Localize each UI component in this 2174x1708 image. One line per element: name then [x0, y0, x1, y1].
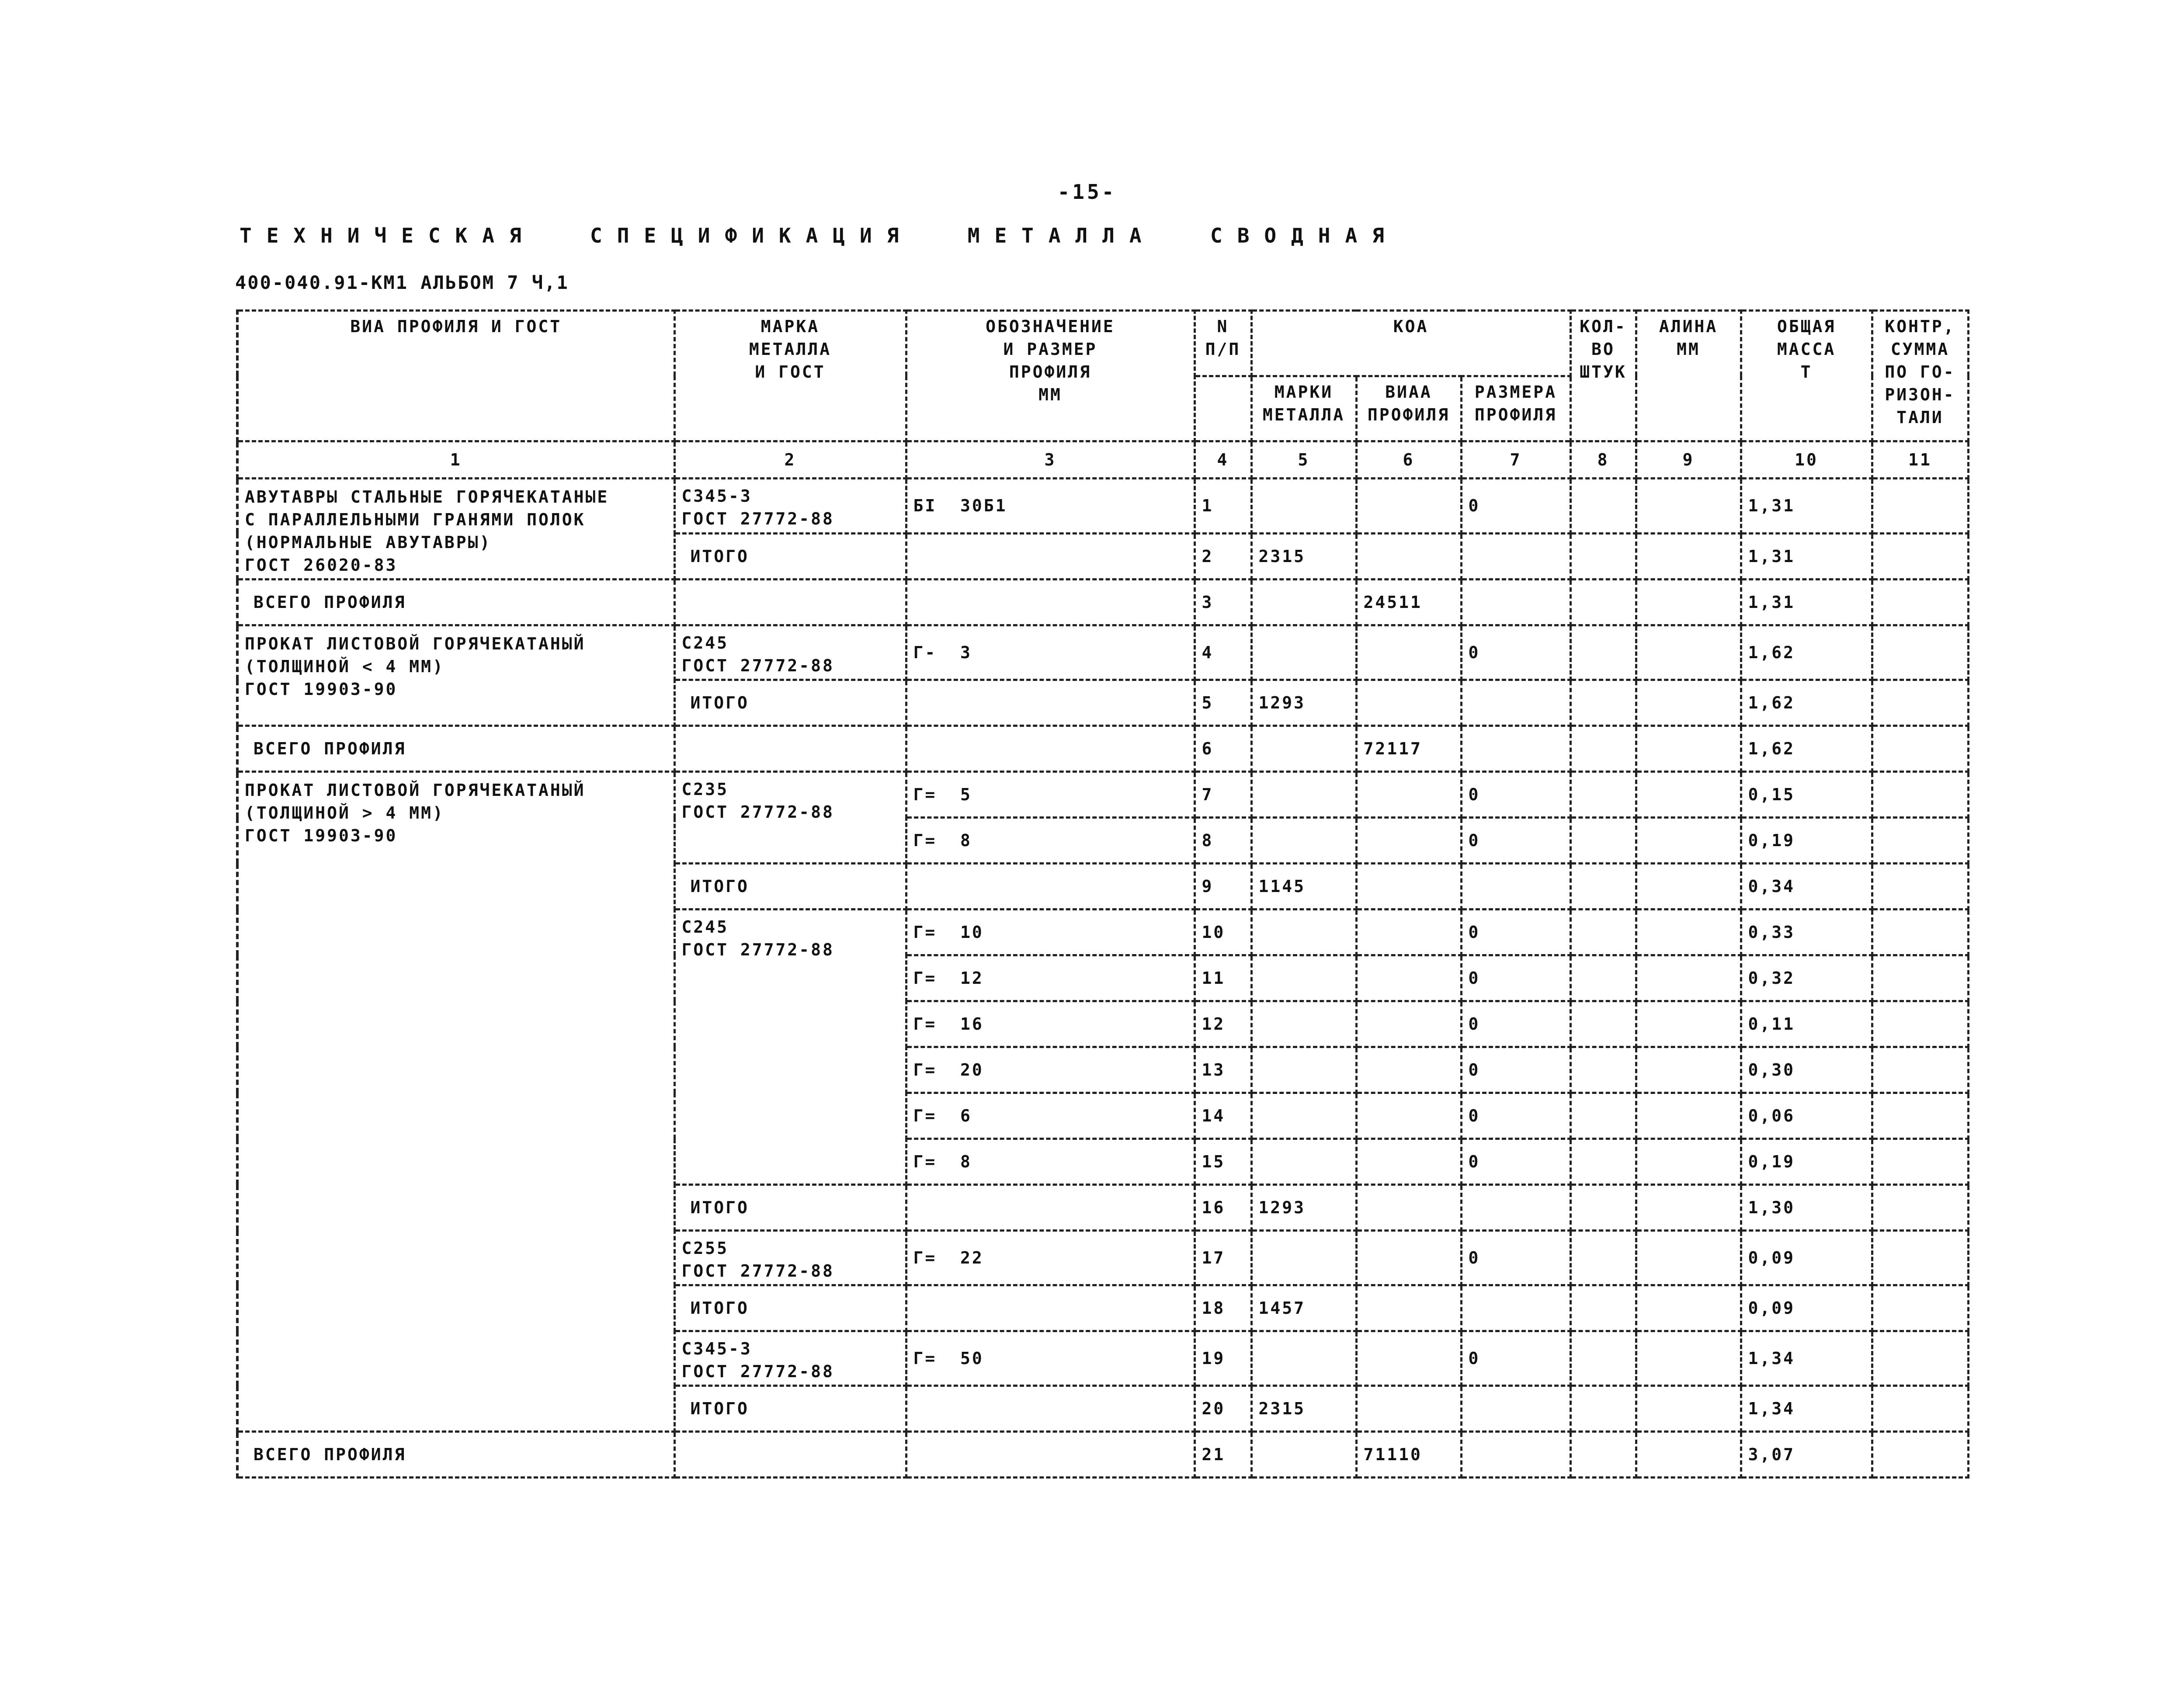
- length-cell: [1636, 1331, 1741, 1386]
- document-title: ТЕХНИЧЕСКАЯ СПЕЦИФИКАЦИЯ МЕТАЛЛА СВОДНАЯ: [240, 224, 1399, 247]
- profile-size-cell: Г= 8: [906, 1139, 1195, 1185]
- total-mass-cell: 0,34: [1741, 864, 1872, 910]
- header-total-mass: ОБЩАЯ МАССА Т: [1741, 311, 1872, 441]
- metal-code-cell: 1293: [1251, 1185, 1356, 1231]
- profile-type-code-cell: [1356, 1386, 1461, 1432]
- column-number-row: [237, 441, 1968, 479]
- column-number: 3: [906, 441, 1195, 479]
- metal-code-cell: 1145: [1251, 864, 1356, 910]
- profile-size-cell: [906, 1432, 1195, 1478]
- profile-type-code-cell: [1356, 1185, 1461, 1231]
- item-number-cell: 2: [1195, 533, 1251, 579]
- profile-size-code-cell: 0: [1461, 818, 1570, 864]
- quantity-cell: [1570, 1047, 1636, 1093]
- subtotal-label: ИТОГО: [674, 864, 906, 910]
- document-code: 400-040.91-КМ1 АЛЬБОМ 7 Ч,1: [235, 272, 569, 293]
- metal-code-cell: [1251, 625, 1356, 680]
- profile-type-code-cell: 71110: [1356, 1432, 1461, 1478]
- metal-code-cell: [1251, 772, 1356, 818]
- metal-code-cell: [1251, 910, 1356, 955]
- column-number: 7: [1461, 441, 1570, 479]
- profile-type-code-cell: [1356, 910, 1461, 955]
- profile-size-code-cell: [1461, 1285, 1570, 1331]
- table-header-row: [237, 311, 1968, 376]
- metal-grade-cell: С255 ГОСТ 27772-88: [674, 1231, 906, 1285]
- quantity-cell: [1570, 955, 1636, 1001]
- profile-size-cell: [906, 1285, 1195, 1331]
- profile-type-code-cell: [1356, 1093, 1461, 1139]
- profile-total-label: ВСЕГО ПРОФИЛЯ: [237, 1432, 674, 1478]
- profile-type-code-cell: [1356, 533, 1461, 579]
- total-mass-cell: 1,62: [1741, 726, 1872, 772]
- profile-size-cell: Г= 8: [906, 818, 1195, 864]
- profile-size-code-cell: [1461, 726, 1570, 772]
- profile-size-cell: Г= 50: [906, 1331, 1195, 1386]
- length-cell: [1636, 1139, 1741, 1185]
- specification-sheet: [236, 309, 1967, 1500]
- control-sum-cell: [1872, 955, 1968, 1001]
- metal-grade-cell: С245 ГОСТ 27772-88: [674, 910, 906, 1185]
- header-item-number-blank: [1195, 376, 1251, 441]
- subtotal-label: ИТОГО: [674, 1386, 906, 1432]
- profile-size-cell: БI 30Б1: [906, 479, 1195, 534]
- quantity-cell: [1570, 680, 1636, 726]
- quantity-cell: [1570, 726, 1636, 772]
- control-sum-cell: [1872, 1047, 1968, 1093]
- total-mass-cell: 1,34: [1741, 1386, 1872, 1432]
- metal-code-cell: 1293: [1251, 680, 1356, 726]
- total-mass-cell: 0,06: [1741, 1093, 1872, 1139]
- profile-type-code-cell: [1356, 772, 1461, 818]
- quantity-cell: [1570, 533, 1636, 579]
- metal-grade-cell: С235 ГОСТ 27772-88: [674, 772, 906, 864]
- profile-size-cell: [906, 864, 1195, 910]
- item-number-cell: 13: [1195, 1047, 1251, 1093]
- quantity-cell: [1570, 1331, 1636, 1386]
- control-sum-cell: [1872, 680, 1968, 726]
- control-sum-cell: [1872, 1231, 1968, 1285]
- length-cell: [1636, 864, 1741, 910]
- length-cell: [1636, 1386, 1741, 1432]
- profile-size-code-cell: 0: [1461, 479, 1570, 534]
- total-mass-cell: 1,31: [1741, 533, 1872, 579]
- profile-type-code-cell: 24511: [1356, 580, 1461, 625]
- control-sum-cell: [1872, 1185, 1968, 1231]
- metal-grade-cell: С345-3 ГОСТ 27772-88: [674, 1331, 906, 1386]
- length-cell: [1636, 955, 1741, 1001]
- quantity-cell: [1570, 1185, 1636, 1231]
- profile-size-code-cell: 0: [1461, 1047, 1570, 1093]
- table-row: [237, 1432, 1968, 1478]
- metal-grade-cell: С245 ГОСТ 27772-88: [674, 625, 906, 680]
- header-quantity: КОЛ- ВО ШТУК: [1570, 311, 1636, 441]
- metal-code-cell: [1251, 1139, 1356, 1185]
- column-number: 6: [1356, 441, 1461, 479]
- item-number-cell: 10: [1195, 910, 1251, 955]
- quantity-cell: [1570, 772, 1636, 818]
- item-number-cell: 9: [1195, 864, 1251, 910]
- profile-size-code-cell: 0: [1461, 1331, 1570, 1386]
- length-cell: [1636, 910, 1741, 955]
- metal-code-cell: [1251, 580, 1356, 625]
- item-number-cell: 19: [1195, 1331, 1251, 1386]
- column-number: 4: [1195, 441, 1251, 479]
- metal-grade-cell: С345-3 ГОСТ 27772-88: [674, 479, 906, 534]
- total-mass-cell: 0,11: [1741, 1001, 1872, 1047]
- item-number-cell: 12: [1195, 1001, 1251, 1047]
- profile-size-code-cell: 0: [1461, 955, 1570, 1001]
- item-number-cell: 18: [1195, 1285, 1251, 1331]
- metal-code-cell: 2315: [1251, 533, 1356, 579]
- item-number-cell: 16: [1195, 1185, 1251, 1231]
- total-mass-cell: 1,30: [1741, 1185, 1872, 1231]
- metal-code-cell: 1457: [1251, 1285, 1356, 1331]
- control-sum-cell: [1872, 625, 1968, 680]
- profile-size-code-cell: [1461, 864, 1570, 910]
- length-cell: [1636, 1185, 1741, 1231]
- control-sum-cell: [1872, 1139, 1968, 1185]
- metal-code-cell: 2315: [1251, 1386, 1356, 1432]
- profile-size-code-cell: [1461, 533, 1570, 579]
- profile-size-cell: Г- 3: [906, 625, 1195, 680]
- length-cell: [1636, 726, 1741, 772]
- length-cell: [1636, 1001, 1741, 1047]
- total-mass-cell: 1,31: [1741, 580, 1872, 625]
- item-number-cell: 6: [1195, 726, 1251, 772]
- total-mass-cell: 1,62: [1741, 625, 1872, 680]
- metal-code-cell: [1251, 818, 1356, 864]
- quantity-cell: [1570, 479, 1636, 534]
- quantity-cell: [1570, 1001, 1636, 1047]
- metal-code-cell: [1251, 955, 1356, 1001]
- quantity-cell: [1570, 1386, 1636, 1432]
- header-control-sum: КОНТР, СУММА ПО ГО- РИЗОН- ТАЛИ: [1872, 311, 1968, 441]
- profile-size-code-cell: [1461, 1432, 1570, 1478]
- header-code-profile-type: ВИАА ПРОФИЛЯ: [1356, 376, 1461, 441]
- profile-size-code-cell: [1461, 1386, 1570, 1432]
- length-cell: [1636, 818, 1741, 864]
- profile-size-cell: [906, 1386, 1195, 1432]
- control-sum-cell: [1872, 1093, 1968, 1139]
- column-number: 9: [1636, 441, 1741, 479]
- column-number: 1: [237, 441, 674, 479]
- page-number: -15-: [1057, 180, 1117, 204]
- profile-size-cell: Г= 10: [906, 910, 1195, 955]
- column-number: 8: [1570, 441, 1636, 479]
- quantity-cell: [1570, 1432, 1636, 1478]
- control-sum-cell: [1872, 1386, 1968, 1432]
- length-cell: [1636, 1047, 1741, 1093]
- quantity-cell: [1570, 864, 1636, 910]
- profile-size-code-cell: 0: [1461, 1001, 1570, 1047]
- profile-type-code-cell: [1356, 479, 1461, 534]
- metal-code-cell: [1251, 1001, 1356, 1047]
- metal-code-cell: [1251, 1093, 1356, 1139]
- profile-size-cell: [906, 680, 1195, 726]
- length-cell: [1636, 533, 1741, 579]
- quantity-cell: [1570, 818, 1636, 864]
- profile-size-cell: [906, 533, 1195, 579]
- profile-total-label: ВСЕГО ПРОФИЛЯ: [237, 726, 674, 772]
- quantity-cell: [1570, 910, 1636, 955]
- item-number-cell: 14: [1195, 1093, 1251, 1139]
- quantity-cell: [1570, 1139, 1636, 1185]
- subtotal-label: ИТОГО: [674, 1285, 906, 1331]
- metal-grade-cell: [674, 1432, 906, 1478]
- profile-size-cell: [906, 726, 1195, 772]
- control-sum-cell: [1872, 910, 1968, 955]
- profile-size-cell: Г= 16: [906, 1001, 1195, 1047]
- column-number: 10: [1741, 441, 1872, 479]
- length-cell: [1636, 625, 1741, 680]
- profile-size-code-cell: 0: [1461, 910, 1570, 955]
- control-sum-cell: [1872, 726, 1968, 772]
- subtotal-label: ИТОГО: [674, 680, 906, 726]
- profile-size-code-cell: 0: [1461, 625, 1570, 680]
- specification-table: [236, 309, 1969, 1479]
- profile-size-cell: Г= 5: [906, 772, 1195, 818]
- quantity-cell: [1570, 1093, 1636, 1139]
- quantity-cell: [1570, 1285, 1636, 1331]
- total-mass-cell: 0,30: [1741, 1047, 1872, 1093]
- table-row: [237, 580, 1968, 625]
- table-row: [237, 625, 1968, 680]
- profile-type-code-cell: 72117: [1356, 726, 1461, 772]
- control-sum-cell: [1872, 580, 1968, 625]
- header-code-group: КОА: [1251, 311, 1570, 376]
- item-number-cell: 7: [1195, 772, 1251, 818]
- length-cell: [1636, 1093, 1741, 1139]
- table-row: [237, 479, 1968, 534]
- item-number-cell: 1: [1195, 479, 1251, 534]
- profile-type-cell: ПРОКАТ ЛИСТОВОЙ ГОРЯЧЕКАТАНЫЙ (ТОЛЩИНОЙ < 4 ММ) ГОСТ 19903-90: [237, 625, 674, 726]
- control-sum-cell: [1872, 1331, 1968, 1386]
- metal-code-cell: [1251, 479, 1356, 534]
- length-cell: [1636, 479, 1741, 534]
- control-sum-cell: [1872, 1001, 1968, 1047]
- item-number-cell: 20: [1195, 1386, 1251, 1432]
- control-sum-cell: [1872, 479, 1968, 534]
- header-code-profile-size: РАЗМЕРА ПРОФИЛЯ: [1461, 376, 1570, 441]
- profile-type-cell: ПРОКАТ ЛИСТОВОЙ ГОРЯЧЕКАТАНЫЙ (ТОЛЩИНОЙ > 4 ММ) ГОСТ 19903-90: [237, 772, 674, 1432]
- metal-code-cell: [1251, 1047, 1356, 1093]
- profile-size-cell: Г= 20: [906, 1047, 1195, 1093]
- total-mass-cell: 0,32: [1741, 955, 1872, 1001]
- item-number-cell: 4: [1195, 625, 1251, 680]
- profile-size-code-cell: 0: [1461, 1093, 1570, 1139]
- header-metal-grade: МАРКА МЕТАЛЛА И ГОСТ: [674, 311, 906, 441]
- total-mass-cell: 0,15: [1741, 772, 1872, 818]
- header-length: АЛИНА ММ: [1636, 311, 1741, 441]
- metal-code-cell: [1251, 1331, 1356, 1386]
- total-mass-cell: 3,07: [1741, 1432, 1872, 1478]
- profile-type-code-cell: [1356, 1139, 1461, 1185]
- profile-size-cell: Г= 12: [906, 955, 1195, 1001]
- profile-type-code-cell: [1356, 625, 1461, 680]
- total-mass-cell: 1,62: [1741, 680, 1872, 726]
- length-cell: [1636, 772, 1741, 818]
- profile-type-code-cell: [1356, 1047, 1461, 1093]
- profile-size-code-cell: [1461, 680, 1570, 726]
- profile-size-code-cell: 0: [1461, 772, 1570, 818]
- header-item-number: N П/П: [1195, 311, 1251, 376]
- table-row: [237, 772, 1968, 818]
- metal-code-cell: [1251, 1231, 1356, 1285]
- profile-size-code-cell: 0: [1461, 1231, 1570, 1285]
- item-number-cell: 17: [1195, 1231, 1251, 1285]
- length-cell: [1636, 1432, 1741, 1478]
- total-mass-cell: 1,34: [1741, 1331, 1872, 1386]
- subtotal-label: ИТОГО: [674, 533, 906, 579]
- profile-size-code-cell: [1461, 580, 1570, 625]
- item-number-cell: 15: [1195, 1139, 1251, 1185]
- metal-code-cell: [1251, 726, 1356, 772]
- item-number-cell: 5: [1195, 680, 1251, 726]
- total-mass-cell: 0,19: [1741, 818, 1872, 864]
- profile-type-code-cell: [1356, 1285, 1461, 1331]
- quantity-cell: [1570, 580, 1636, 625]
- item-number-cell: 8: [1195, 818, 1251, 864]
- quantity-cell: [1570, 1231, 1636, 1285]
- total-mass-cell: 0,09: [1741, 1285, 1872, 1331]
- header-profile-type: ВИА ПРОФИЛЯ И ГОСТ: [237, 311, 674, 441]
- header-profile-size: ОБОЗНАЧЕНИЕ И РАЗМЕР ПРОФИЛЯ ММ: [906, 311, 1195, 441]
- total-mass-cell: 0,19: [1741, 1139, 1872, 1185]
- metal-grade-cell: [674, 726, 906, 772]
- total-mass-cell: 0,33: [1741, 910, 1872, 955]
- length-cell: [1636, 680, 1741, 726]
- control-sum-cell: [1872, 818, 1968, 864]
- profile-size-code-cell: 0: [1461, 1139, 1570, 1185]
- length-cell: [1636, 1285, 1741, 1331]
- control-sum-cell: [1872, 772, 1968, 818]
- profile-size-code-cell: [1461, 1185, 1570, 1231]
- profile-size-cell: [906, 580, 1195, 625]
- profile-size-cell: Г= 6: [906, 1093, 1195, 1139]
- item-number-cell: 3: [1195, 580, 1251, 625]
- column-number: 11: [1872, 441, 1968, 479]
- table-row: [237, 726, 1968, 772]
- profile-size-cell: [906, 1185, 1195, 1231]
- profile-type-code-cell: [1356, 1331, 1461, 1386]
- column-number: 5: [1251, 441, 1356, 479]
- total-mass-cell: 0,09: [1741, 1231, 1872, 1285]
- profile-type-cell: АВУТАВРЫ СТАЛЬНЫЕ ГОРЯЧЕКАТАНЫЕ С ПАРАЛЛЕЛЬНЫМИ ГРАНЯМИ ПОЛОК (НОРМАЛЬНЫЕ АВУТАВРЫ) ГОСТ 26020-83: [237, 479, 674, 580]
- quantity-cell: [1570, 625, 1636, 680]
- metal-grade-cell: [674, 580, 906, 625]
- control-sum-cell: [1872, 1432, 1968, 1478]
- subtotal-label: ИТОГО: [674, 1185, 906, 1231]
- length-cell: [1636, 580, 1741, 625]
- column-number: 2: [674, 441, 906, 479]
- total-mass-cell: 1,31: [1741, 479, 1872, 534]
- profile-type-code-cell: [1356, 1001, 1461, 1047]
- control-sum-cell: [1872, 1285, 1968, 1331]
- profile-total-label: ВСЕГО ПРОФИЛЯ: [237, 580, 674, 625]
- item-number-cell: 21: [1195, 1432, 1251, 1478]
- header-code-metal: МАРКИ МЕТАЛЛА: [1251, 376, 1356, 441]
- metal-code-cell: [1251, 1432, 1356, 1478]
- control-sum-cell: [1872, 864, 1968, 910]
- length-cell: [1636, 1231, 1741, 1285]
- profile-type-code-cell: [1356, 1231, 1461, 1285]
- profile-type-code-cell: [1356, 818, 1461, 864]
- profile-size-cell: Г= 22: [906, 1231, 1195, 1285]
- profile-type-code-cell: [1356, 955, 1461, 1001]
- control-sum-cell: [1872, 533, 1968, 579]
- profile-type-code-cell: [1356, 864, 1461, 910]
- item-number-cell: 11: [1195, 955, 1251, 1001]
- profile-type-code-cell: [1356, 680, 1461, 726]
